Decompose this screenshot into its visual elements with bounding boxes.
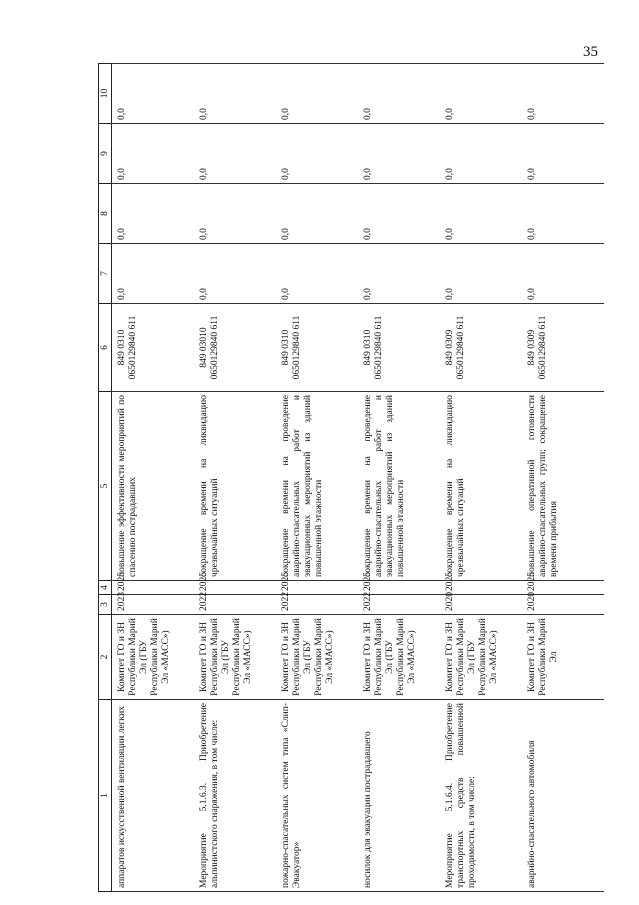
expected-result: сокращение времени на ликвидацию чрезвычайных ситуаций [194, 392, 276, 581]
program-table [98, 63, 604, 892]
budget-code: 849 0309 0650129840 611 [440, 304, 522, 392]
value-cell: 0,0 [112, 184, 195, 244]
expected-result: сокращение времени на ликвидацию чрезвычайных ситуаций [440, 392, 522, 581]
value-cell: 0,0 [194, 124, 276, 184]
executor: Комитет ГО и ЗН Республики Марий Эл (ГБУ Республики Марий Эл «МАСС») [194, 615, 276, 700]
value-cell: 0,0 [276, 184, 358, 244]
col-header: 9 [99, 124, 112, 184]
table-row [112, 64, 195, 892]
value-cell: 0,0 [194, 184, 276, 244]
start-year: 2022 [276, 595, 358, 615]
budget-code: 849 0309 0650129840 611 [522, 304, 604, 392]
end-year: 2025 [276, 581, 358, 595]
start-year: 2022 [194, 595, 276, 615]
value-cell: 0,0 [522, 124, 604, 184]
value-cell: 0,0 [440, 244, 522, 304]
start-year: 2023 [112, 595, 195, 615]
budget-code: 849 0310 0650129840 611 [276, 304, 358, 392]
value-cell: 0,0 [522, 64, 604, 124]
expected-result: сокращение времени на проведение аварийно-спасательных работ и эвакуационных мероприятий из зданий повышенной этажности [358, 392, 440, 581]
rotated-table-region [98, 64, 618, 892]
value-cell: 0,0 [358, 64, 440, 124]
col-header: 1 [99, 700, 112, 892]
executor: Комитет ГО и ЗН Республики Марий Эл (ГБУ Республики Марий Эл «МАСС») [358, 615, 440, 700]
end-year: 2025 [440, 581, 522, 595]
table-row [522, 64, 604, 892]
executor: Комитет ГО и ЗН Республики Марий Эл (ГБУ Республики Марий Эл «МАСС») [440, 615, 522, 700]
table-row [358, 64, 440, 892]
measure-name: пожарно-спасательных систем типа «Слип-Эвакуатор» [276, 700, 358, 892]
value-cell: 0,0 [276, 64, 358, 124]
value-cell: 0,0 [440, 64, 522, 124]
col-header: 7 [99, 244, 112, 304]
col-header: 3 [99, 595, 112, 615]
value-cell: 0,0 [194, 64, 276, 124]
value-cell: 0,0 [112, 244, 195, 304]
executor: Комитет ГО и ЗН Республики Марий Эл [522, 615, 604, 700]
table-row [440, 64, 522, 892]
end-year: 2025 [194, 581, 276, 595]
value-cell: 0,0 [276, 244, 358, 304]
value-cell: 0,0 [358, 244, 440, 304]
value-cell: 0,0 [112, 64, 195, 124]
col-header: 2 [99, 615, 112, 700]
value-cell: 0,0 [522, 244, 604, 304]
end-year: 2025 [358, 581, 440, 595]
budget-code: 849 0310 0650129840 611 [358, 304, 440, 392]
end-year: 2025 [522, 581, 604, 595]
value-cell: 0,0 [440, 184, 522, 244]
header-row [99, 64, 112, 892]
col-header: 5 [99, 392, 112, 581]
page-number: 35 [583, 44, 598, 60]
col-header: 8 [99, 184, 112, 244]
measure-name: аварийно-спасательного автомобиля [522, 700, 604, 892]
measure-name: Мероприятие 5.1.6.3. Приобретение альпинистского снаряжения, в том числе: [194, 700, 276, 892]
end-year: 2025 [112, 581, 195, 595]
budget-code: 849 03010 0650129840 611 [194, 304, 276, 392]
expected-result: сокращение времени на проведение аварийно-спасательных работ и эвакуационных мероприятий из зданий повышенной этажности [276, 392, 358, 581]
measure-name: носилок для эвакуации пострадавшего [358, 700, 440, 892]
value-cell: 0,0 [358, 184, 440, 244]
executor: Комитет ГО и ЗН Республики Марий Эл (ГБУ Республики Марий Эл «МАСС») [276, 615, 358, 700]
measure-name: Мероприятие 5.1.6.4. Приобретение транспортных средств повышенной проходимости, в том числе: [440, 700, 522, 892]
col-header: 6 [99, 304, 112, 392]
budget-code: 849 0310 0650129840 611 [112, 304, 195, 392]
value-cell: 0,0 [440, 124, 522, 184]
value-cell: 0,0 [112, 124, 195, 184]
col-header: 4 [99, 581, 112, 595]
value-cell: 0,0 [194, 244, 276, 304]
start-year: 2020 [522, 595, 604, 615]
measure-name: аппаратов искусственной вентиляции легких [112, 700, 195, 892]
expected-result: повышение оперативной готовности аварийно-спасательных групп; сокращение времени прибытия [522, 392, 604, 581]
start-year: 2020 [440, 595, 522, 615]
value-cell: 0,0 [358, 124, 440, 184]
col-header: 10 [99, 64, 112, 124]
value-cell: 0,0 [276, 124, 358, 184]
expected-result: повышение эффективности мероприятий по спасению пострадавших [112, 392, 195, 581]
table-row [194, 64, 276, 892]
table-row [276, 64, 358, 892]
start-year: 2022 [358, 595, 440, 615]
value-cell: 0,0 [522, 184, 604, 244]
executor: Комитет ГО и ЗН Республики Марий Эл (ГБУ Республики Марий Эл «МАСС») [112, 615, 195, 700]
